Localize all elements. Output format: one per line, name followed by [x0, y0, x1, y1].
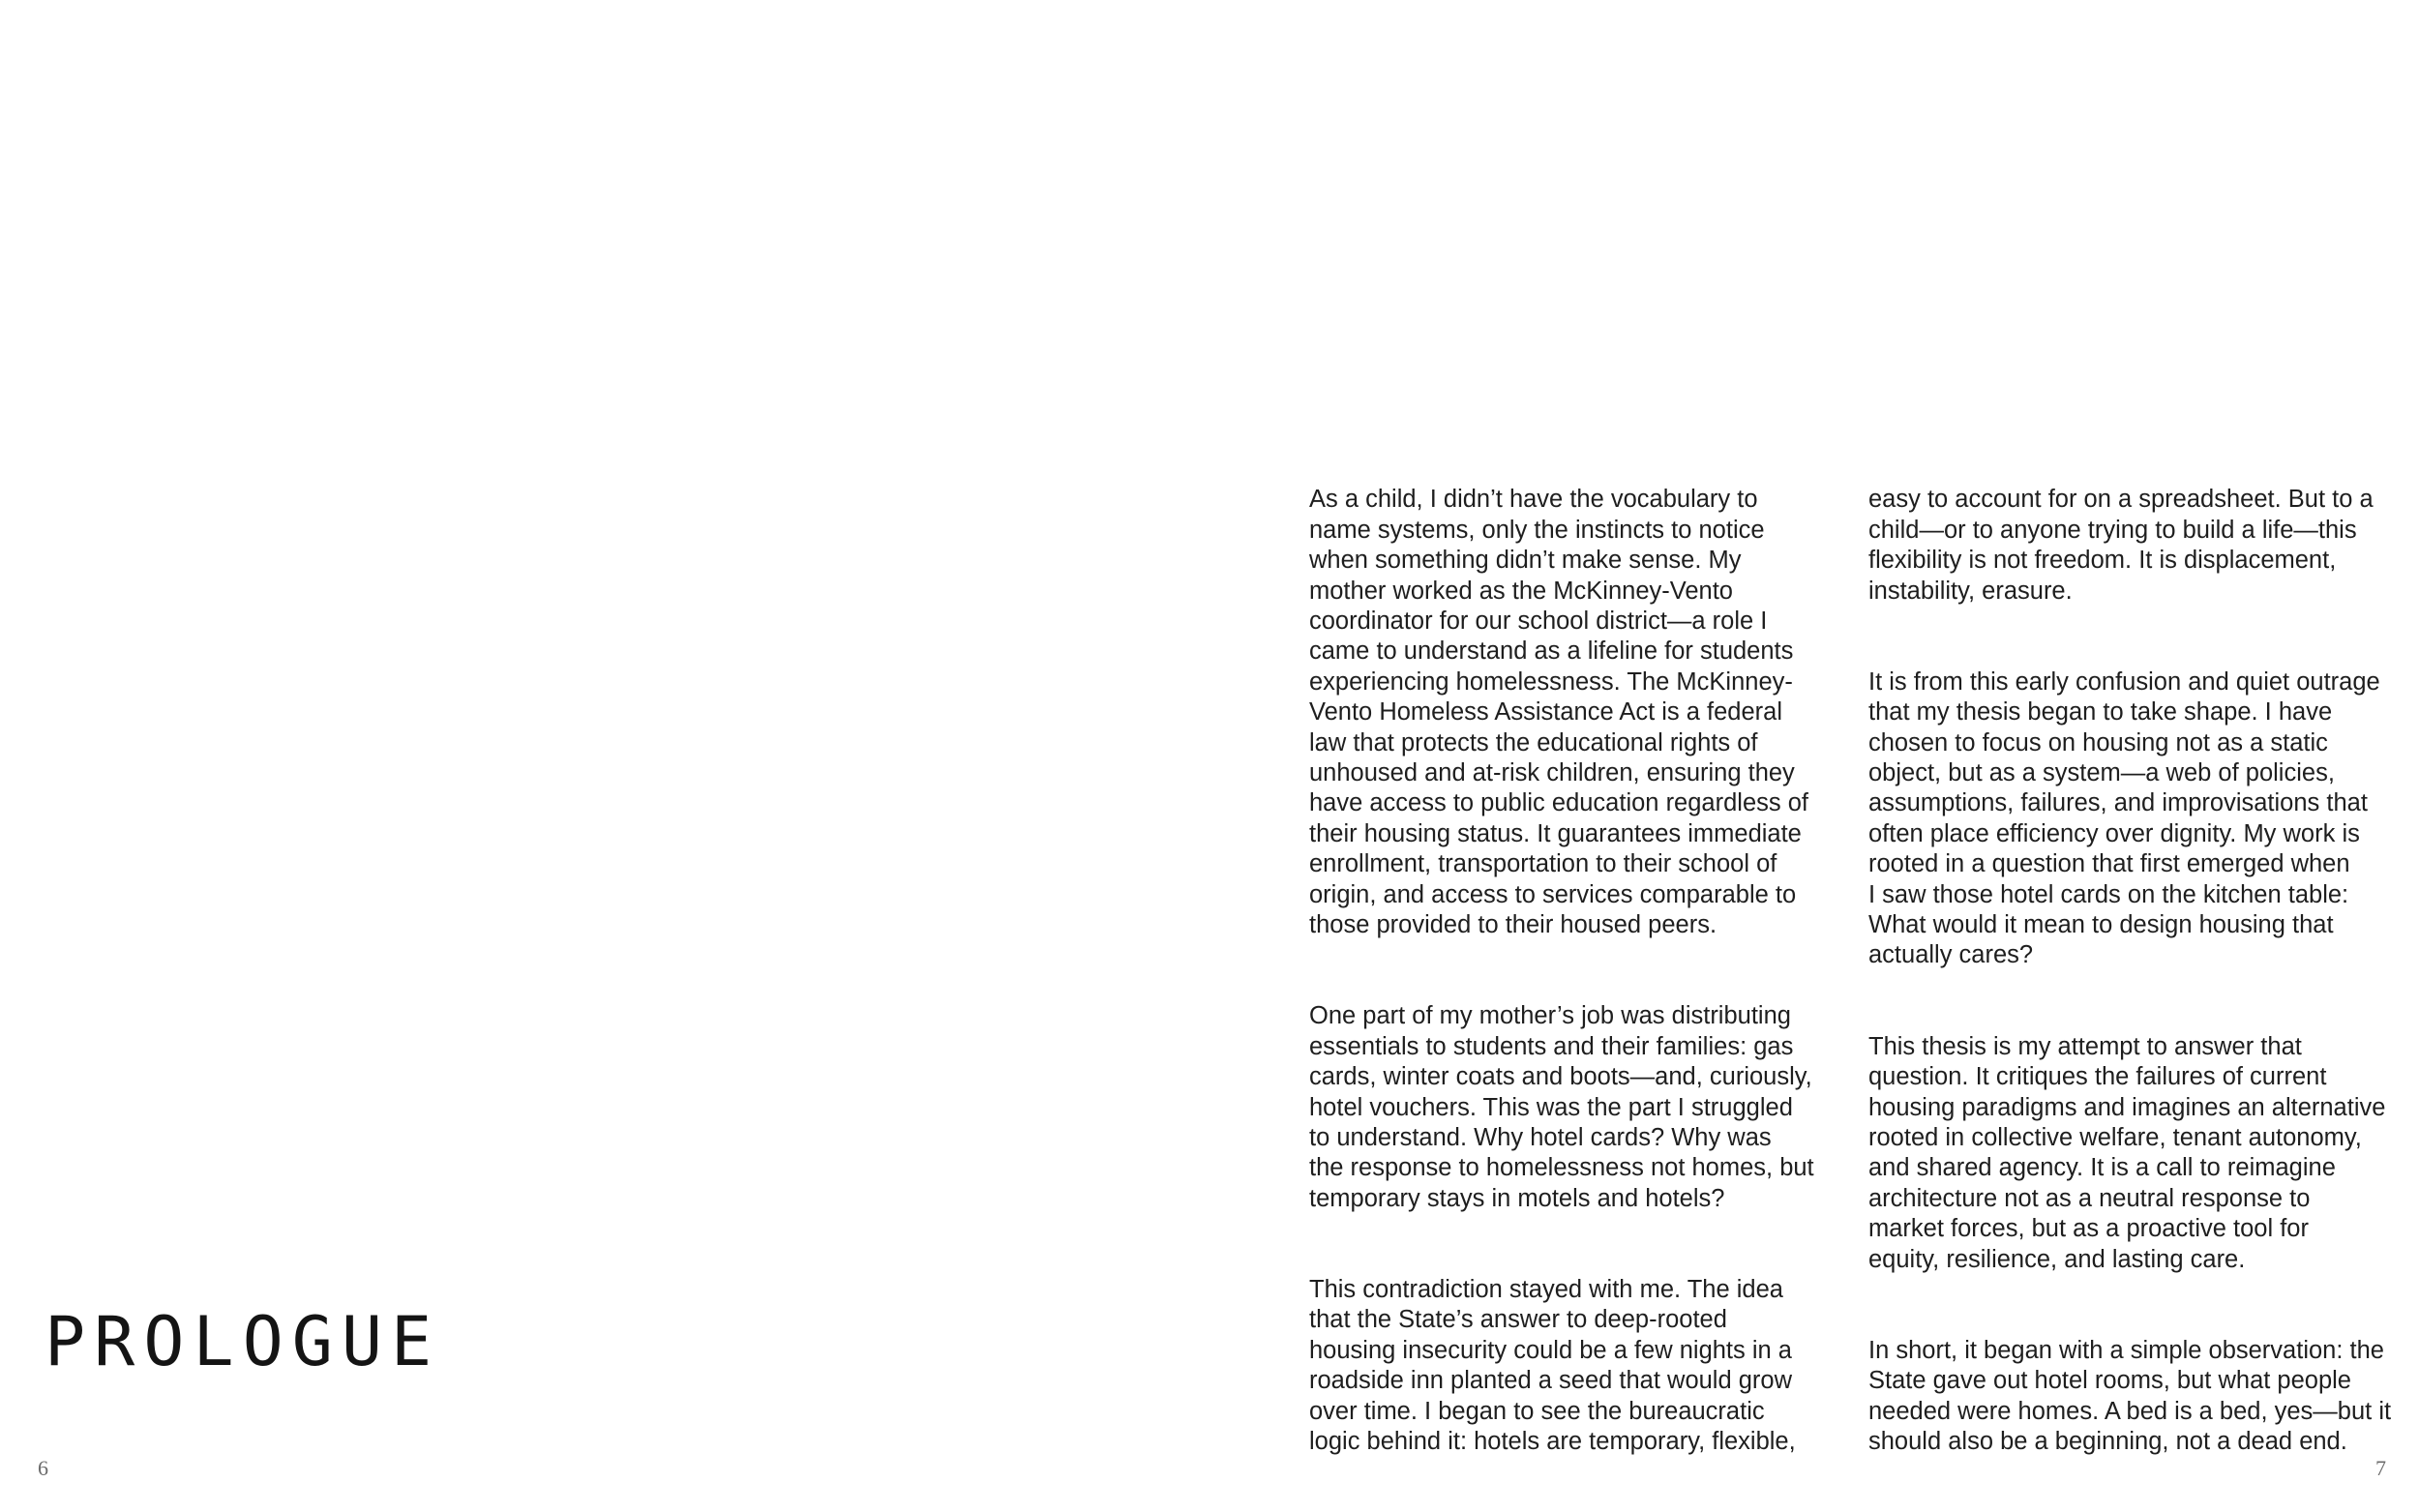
paragraph: easy to account for on a spreadsheet. But to a child—or to anyone trying to build a life—this flexibility is not freedom. It is displacement, instability, erasure. — [1868, 486, 2374, 605]
paragraph: In short, it began with a simple observation: the State gave out hotel rooms, but what people needed were homes. A bed is a bed, yes—but it should also be a beginning, not a dead end. — [1868, 1336, 2392, 1455]
paragraph: One part of my mother’s job was distributing essentials to students and their families: gas cards, winter coats and boots—and, curiously, hotel vouchers. This was the part I struggled to understand. Why hotel cards? Why was the response to homelessness not homes, but temporary stays in motels and hotels? — [1309, 1002, 1814, 1212]
page-number-right: 7 — [2375, 1456, 2386, 1480]
text-column-2 — [1868, 455, 2410, 1488]
paragraph: As a child, I didn’t have the vocabulary to name systems, only the instincts to notice when something didn’t make sense. My mother worked as the McKinney-Vento coordinator for our school district—a role I came to understand as a lifeline for students experiencing homelessness. The McKinney- Vento Homeless Assistance Act is a federal law that protects the educational rights of unhoused and at-risk children, ensuring they have access to public education regardless of their housing status. It guarantees immediate enrollment, transportation to their school of origin, and access to services comparable to those provided to their housed peers. — [1309, 486, 1808, 939]
chapter-heading: PROLOGUE — [45, 1302, 441, 1381]
paragraph: This contradiction stayed with me. The idea that the State’s answer to deep-rooted housing insecurity could be a few nights in a roadside inn planted a seed that would grow over time. I began to see the bureaucratic logic behind it: hotels are temporary, flexible, — [1309, 1275, 1796, 1455]
text-column-1 — [1309, 455, 1851, 1488]
page-number-left: 6 — [38, 1456, 48, 1480]
paragraph: It is from this early confusion and quiet outrage that my thesis began to take shape. I have chosen to focus on housing not as a static object, but as a system—a web of policies, assumptions, failures, and improvisations that often place efficiency over dignity. My work is rooted in a question that first emerged when I saw those hotel cards on the kitchen table: What would it mean to design housing that actually cares? — [1868, 667, 2380, 969]
paragraph: This thesis is my attempt to answer that question. It critiques the failures of current housing paradigms and imagines an alternative rooted in collective welfare, tenant autonomy, and shared agency. It is a call to reimagine architecture not as a neutral response to market forces, but as a proactive tool for equity, resilience, and lasting care. — [1868, 1032, 2386, 1273]
